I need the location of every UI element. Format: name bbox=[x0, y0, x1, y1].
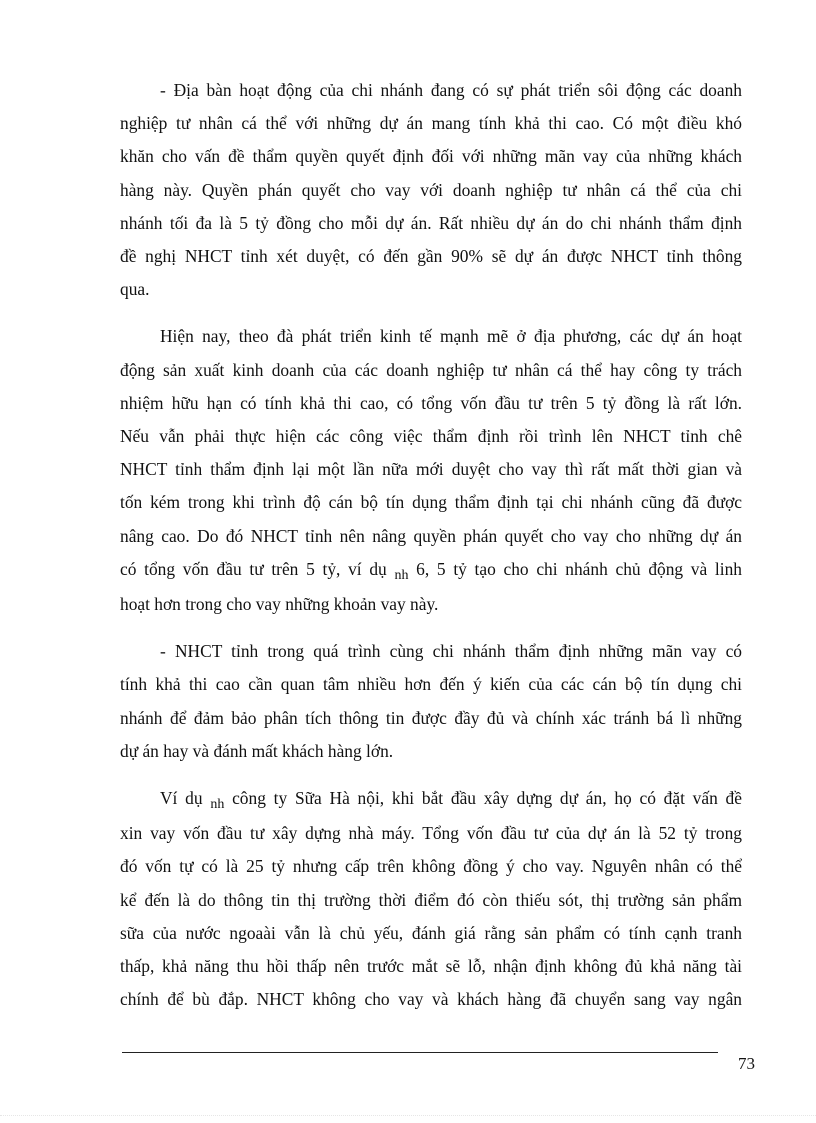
page-number: 73 bbox=[738, 1054, 755, 1073]
text-segment: 6, 5 tỷ tạo cho chi nhánh chủ động và linh bbox=[416, 558, 742, 579]
text-line: kể đến là do thông tin thị trường thời điểm đó còn thiếu sót, thị trường sản phẩm bbox=[120, 889, 742, 910]
text-line: khăn cho vấn đề thẩm quyền quyết định đối với những mãn vay của những khách bbox=[120, 146, 742, 167]
footer-rule bbox=[122, 1052, 718, 1053]
text-line bbox=[120, 553, 742, 588]
text-line: sữa của nước ngoaài vẫn là chủ yếu, đánh giá rằng sản phẩm có tính cạnh tranh bbox=[120, 922, 742, 943]
text-line: Nếu vẫn phải thực hiện các công việc thẩm định rồi trình lên NHCT tỉnh chê bbox=[120, 426, 742, 447]
text-line: đó vốn tự có là 25 tỷ nhưng cấp trên không đồng ý cho vay. Nguyên nhân có thể bbox=[120, 856, 742, 877]
text-line: nhiệm hữu hạn có tính khả thi cao, có tổng vốn đầu tư trên 5 tỷ đồng là rất lớn. bbox=[120, 392, 742, 413]
text-line: nhánh để đảm bảo phân tích thông tin được đầy đủ và chính xác tránh bá lì những bbox=[120, 707, 742, 728]
text-line: - Địa bàn hoạt động của chi nhánh đang có sự phát triển sôi động các doanh bbox=[160, 80, 742, 100]
text-line bbox=[120, 782, 742, 817]
text-line: Hiện nay, theo đà phát triển kinh tế mạnh mẽ ở địa phương, các dự án hoạt bbox=[160, 326, 742, 347]
text-segment: có tổng vốn đầu tư trên 5 tỷ, ví dụ bbox=[120, 558, 387, 579]
subscript-text: nh bbox=[394, 567, 409, 583]
text-line: động sản xuất kinh doanh của các doanh nghiệp tư nhân cá thể hay công ty trách bbox=[120, 359, 742, 380]
subscript-text: nh bbox=[210, 797, 225, 813]
page-body bbox=[120, 74, 742, 1030]
text-line: nghiệp tư nhân cá thể với những dự án mang tính khả thi cao. Có một điều khó bbox=[120, 113, 742, 134]
paragraph-1 bbox=[120, 74, 742, 306]
text-line: tốn kém trong khi trình độ cán bộ tín dụng thẩm định tại chi nhánh cũng đã được bbox=[120, 492, 742, 513]
page-edge-divider bbox=[0, 1115, 816, 1116]
text-line: qua. bbox=[120, 279, 150, 300]
paragraph-2 bbox=[120, 320, 742, 621]
paragraph-3 bbox=[120, 635, 742, 768]
text-line: tính khả thi cao cần quan tâm nhiều hơn đến ý kiến của các cán bộ tín dụng chi bbox=[120, 674, 742, 695]
text-line: nhánh tối đa là 5 tỷ đồng cho mỗi dự án. Rất nhiều dự án do chi nhánh thẩm định bbox=[120, 212, 742, 233]
text-line: chính để bù đắp. NHCT không cho vay và khách hàng đã chuyển sang vay ngân bbox=[120, 989, 742, 1010]
text-line: dự án hay và đánh mất khách hàng lớn. bbox=[120, 740, 394, 761]
paragraph-4 bbox=[120, 782, 742, 1016]
text-line: hoạt hơn trong cho vay những khoản vay này. bbox=[120, 594, 439, 615]
text-line: nâng cao. Do đó NHCT tỉnh nên nâng quyền phán quyết cho vay cho những dự án bbox=[120, 525, 742, 546]
text-line: NHCT tỉnh thẩm định lại một lần nữa mới duyệt cho vay thì rất mất thời gian và bbox=[120, 459, 742, 480]
text-line: hàng này. Quyền phán quyết cho vay với doanh nghiệp tư nhân cá thể của chi bbox=[120, 179, 742, 200]
text-line: thấp, khả năng thu hồi thấp nên trước mắt sẽ lỗ, nhận định không đủ khả năng tài bbox=[120, 956, 742, 977]
text-segment: công ty Sữa Hà nội, khi bắt đầu xây dựng dự án, họ có đặt vấn đề bbox=[232, 788, 742, 809]
text-segment: Ví dụ bbox=[160, 788, 203, 809]
text-line: xin vay vốn đầu tư xây dựng nhà máy. Tổng vốn đầu tư của dự án là 52 tỷ trong bbox=[120, 823, 742, 844]
text-line: đề nghị NHCT tỉnh xét duyệt, có đến gần 90% sẽ dự án được NHCT tỉnh thông bbox=[120, 246, 742, 267]
text-line: - NHCT tỉnh trong quá trình cùng chi nhánh thẩm định những mãn vay có bbox=[160, 641, 742, 662]
